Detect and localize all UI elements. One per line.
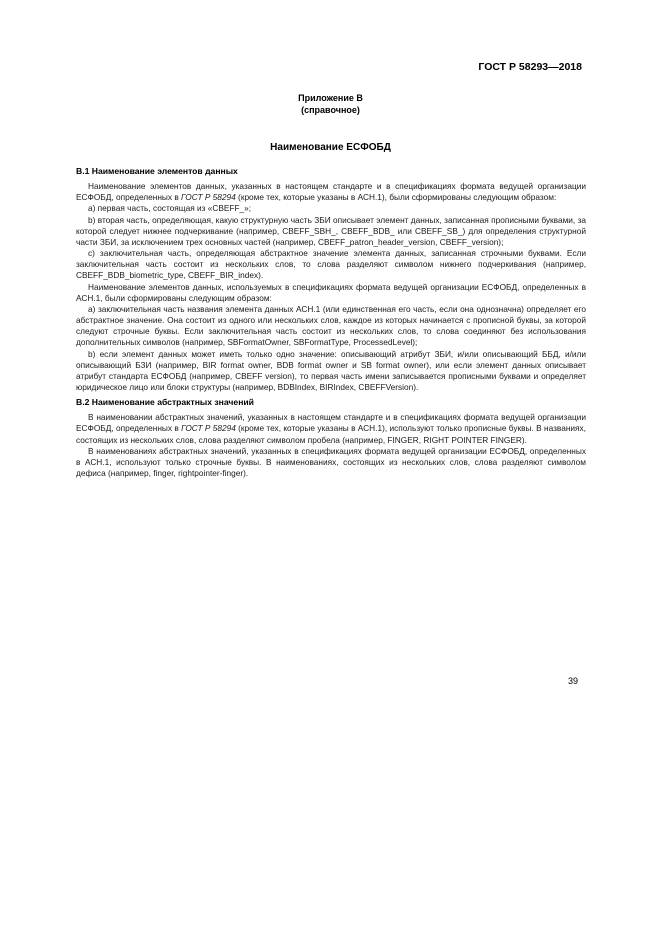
paragraph: Наименование элементов данных, используемых в спецификациях формата ведущей организации ЕСФОБД, определенных в АСН.1, были сформированы следующим образом: — [76, 281, 586, 303]
page-number: 39 — [567, 676, 578, 686]
standard-reference: ГОСТ Р 58294 — [181, 423, 236, 434]
list-item: b) если элемент данных может иметь только одно значение: описывающий атрибут ЗБИ, и/или описывающий ББД, и/или описывающий БЗИ (например, BIR format owner, BDB format owner и SB format owner), или если элемент данных описывает атрибут стандарта ЕСФОБД (например, CBEFF version), то первая часть имени записывается прописными буквами и определяет юридическое лицо или блоки структуры (например, BDBIndex, BIRIndex, CBEFFVersion). — [76, 348, 586, 392]
standard-reference: ГОСТ Р 58294 — [181, 192, 236, 203]
list-item: a) заключительная часть названия элемента данных АСН.1 (или единственная его часть, если она однозначна) определяет его абстрактное значение. Она состоит из одного или нескольких слов, каждое из которых начинается с прописной буквы, за которой следуют строчные буквы. Если заключительная часть состоит из нескольких слов, то слова соединяют без использования дополнительных символов (например, SBFormatOwner, SBFormatType, ProcessedLevel); — [76, 303, 586, 348]
section-heading-b2: В.2 Наименование абстрактных значений — [76, 397, 254, 408]
annex-header — [0, 92, 661, 116]
annex-status: (справочное) — [301, 105, 360, 115]
body-text — [76, 166, 586, 479]
paragraph: Наименование элементов данных, указанных в настоящем стандарте и в спецификациях формата ведущей организации ЕСФОБД, определенных в ГОСТ Р 58294 (кроме тех, которые указаны в АСН.1), были сформированы следующим образом: — [76, 181, 586, 203]
standard-id: ГОСТ Р 58293—2018 — [478, 61, 582, 73]
list-item: a) первая часть, состоящая из «CBEFF_»; — [88, 203, 252, 214]
list-item: c) заключительная часть, определяющая абстрактное значение элемента данных, записанная строчными буквами. Если заключительная часть состоит из нескольких слов, то слова разделяют символом нижнего подчеркивания (например, CBEFF_BDB_biometric_type, CBEFF_BIR_index). — [76, 248, 586, 281]
paragraph: В наименовании абстрактных значений, указанных в настоящем стандарте и в спецификациях формата ведущей организации ЕСФОБД, определенных в ГОСТ Р 58294 (кроме тех, которые указаны в АСН.1), используют только прописные буквы. В названиях, состоящих из нескольких слов, слова разделяют символом пробела (например, FINGER, RIGHT POINTER FINGER). — [76, 412, 586, 445]
annex-label: Приложение В — [298, 93, 363, 103]
paragraph: В наименованиях абстрактных значений, указанных в спецификациях формата ведущей организации ЕСФОБД, определенных в АСН.1, используют только строчные буквы. В наименованиях, состоящих из нескольких слов, слова разделяют символом дефиса (например, finger, rightpointer-finger). — [76, 445, 586, 479]
section-heading-b1: В.1 Наименование элементов данных — [76, 166, 238, 176]
annex-title: Наименование ЕСФОБД — [270, 142, 391, 153]
list-item: b) вторая часть, определяющая, какую структурную часть ЗБИ описывает элемент данных, записанная прописными буквами, за которой следует нижнее подчеркивание (например, CBEFF_SBH_, CBEFF_BDB_ или CBEFF_SB_) для определения структурной части ЗБИ, за исключением трех основных частей (например, CBEFF_patron_header_version, CBEFF_version); — [76, 214, 586, 247]
